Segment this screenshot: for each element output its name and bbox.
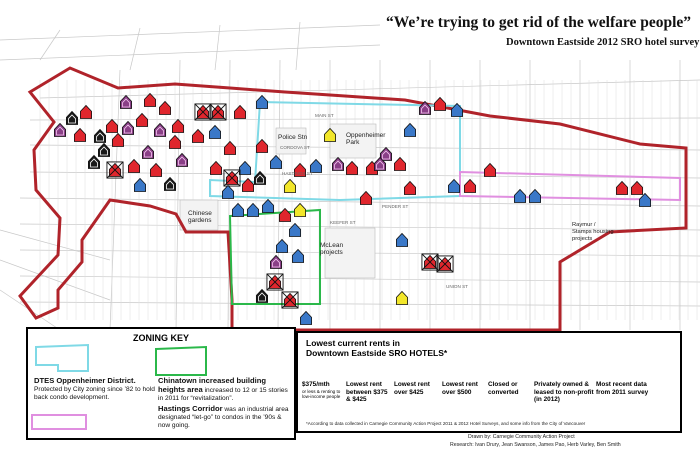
hotel-marker [159, 102, 170, 115]
label-mclean: McLean projects [320, 242, 344, 256]
legend-heading-line1: Lowest current rents in [306, 338, 400, 348]
hotel-marker [404, 124, 415, 137]
hotel-marker [172, 120, 183, 133]
hotel-marker [224, 170, 240, 186]
legend-item-main: $375/mth [302, 381, 330, 388]
hotel-marker [360, 192, 371, 205]
hotel-marker [529, 190, 540, 203]
zoning-chinatown-text: increased to 12 or 15 stories in 2011 for “revitalization”. [158, 387, 288, 402]
hotel-marker [270, 156, 281, 169]
label-main-st: MAIN ST [315, 113, 334, 118]
hotel-marker [639, 194, 650, 207]
hotel-marker [294, 204, 305, 217]
hotel-marker [54, 124, 65, 137]
zoning-hastings [158, 405, 294, 430]
hotel-marker [284, 180, 295, 193]
hotel-marker [514, 190, 525, 203]
legend-item-main: Privately owned & leased to non-profit (in 2012) [534, 381, 594, 403]
hotel-marker [437, 256, 453, 272]
hotel-marker [232, 204, 243, 217]
hotel-marker [80, 106, 91, 119]
hotel-marker [222, 186, 233, 199]
oppenheimer-swatch [36, 345, 88, 371]
hotel-marker [242, 179, 253, 192]
hastings-swatch [32, 415, 86, 429]
hotel-marker [279, 209, 290, 222]
legend-item-main: Most recent data from 2011 survey [596, 381, 649, 396]
rent-legend [296, 331, 682, 433]
label-pender-st: PENDER ST [382, 204, 409, 209]
hotel-marker [88, 156, 99, 169]
legend-item-main: Lowest rent over $425 [394, 381, 430, 396]
hotel-marker [346, 162, 357, 175]
hotel-marker [262, 200, 273, 213]
legend-footnote: *According to data collected in Carnegie Community Action Project 2011 & 2012 Hotel Surveys, and some info from the City of Vancouver [306, 421, 586, 426]
label-oppenheimer: Oppenheimer Park [346, 132, 386, 146]
hotel-marker [94, 130, 105, 143]
hotel-marker [256, 290, 267, 303]
page-subtitle: Downtown Eastside 2012 SRO hotel survey [506, 37, 700, 48]
label-hastings-st: HASTINGS ST [282, 171, 313, 176]
hotel-marker [282, 292, 298, 308]
hotel-marker [396, 234, 407, 247]
label-police: Police Stn [278, 134, 308, 141]
page-title: “We’re trying to get rid of the welfare people” [386, 14, 692, 31]
legend-item-label [302, 381, 342, 399]
zoning-oppenheimer [34, 377, 158, 402]
hotel-marker [276, 240, 287, 253]
hotel-marker [332, 158, 343, 171]
legend-item-label [488, 381, 532, 396]
hotel-marker [464, 180, 475, 193]
legend-item-main: Closed or converted [488, 381, 519, 396]
hotel-marker [195, 104, 211, 120]
hotel-marker [396, 292, 407, 305]
hotel-marker [107, 162, 123, 178]
hotel-marker [224, 142, 235, 155]
label-raymur: Raymur / Stamps housing projects [572, 222, 614, 242]
legend-heading-line2: Downtown Eastside SRO HOTELS* [306, 348, 448, 358]
hotel-marker [247, 204, 258, 217]
hotel-marker [267, 274, 283, 290]
zoning-chinatown [158, 377, 294, 403]
hotel-marker [422, 254, 438, 270]
legend-item-main: Lowest rent between $375 & $425 [346, 381, 388, 403]
hotel-marker [292, 250, 303, 263]
hotel-marker [404, 182, 415, 195]
hotel-marker [210, 104, 226, 120]
hotel-marker [136, 114, 147, 127]
hotel-marker [142, 146, 153, 159]
credit-drawn-by: Drawn by: Carnegie Community Action Project [468, 434, 575, 440]
legend-item-label [442, 381, 486, 396]
zoning-heading: ZONING KEY [132, 333, 189, 343]
hotel-marker [616, 182, 627, 195]
zoning-key [26, 327, 296, 440]
hotel-marker [484, 164, 495, 177]
label-keefer-st: KEEFER ST [330, 220, 356, 225]
legend-item-label [534, 381, 596, 404]
legend-item-main: Lowest rent over $500 [442, 381, 478, 396]
hotel-marker [112, 134, 123, 147]
zoning-hastings-text: was an industrial area designated “let-go” to condos in the ’90s & now going. [158, 406, 289, 429]
zoning-chinatown-title: Chinatown increased building heights area [158, 376, 267, 394]
hotel-marker [448, 180, 459, 193]
hotel-marker [150, 164, 161, 177]
hotel-marker [631, 182, 642, 195]
zoning-hastings-title: Hastings Corridor [158, 404, 223, 413]
hotel-marker [256, 96, 267, 109]
legend-item-label [596, 381, 656, 396]
chinatown-swatch [156, 347, 206, 375]
hotel-marker [122, 122, 133, 135]
legend-item-label [346, 381, 392, 404]
hotel-marker [239, 162, 250, 175]
hotel-marker [289, 224, 300, 237]
hotel-marker [234, 106, 245, 119]
zoning-oppenheimer-text: Protected by City zoning since ’82 to hold back condo development. [34, 386, 155, 401]
hotel-marker [154, 124, 165, 137]
hotel-marker [270, 256, 281, 269]
legend-item-sublabel: or less & renting to low-income people [302, 388, 341, 399]
legend-heading [306, 338, 447, 358]
hotel-marker [176, 154, 187, 167]
hotel-marker [106, 120, 117, 133]
zoning-oppenheimer-title: DTES Oppenheimer District. [34, 376, 136, 385]
label-chinese-gardens: Chinese gardens [188, 210, 212, 224]
label-union-st: UNION ST [446, 284, 468, 289]
credit-research: Research: Ivan Drury, Jean Swanson, James Pao, Herb Varley, Ben Smith [450, 442, 621, 448]
legend-item-label [394, 381, 440, 396]
hotel-marker [134, 179, 145, 192]
hotel-marker [394, 158, 405, 171]
label-cordova-st: CORDOVA ST [280, 145, 310, 150]
